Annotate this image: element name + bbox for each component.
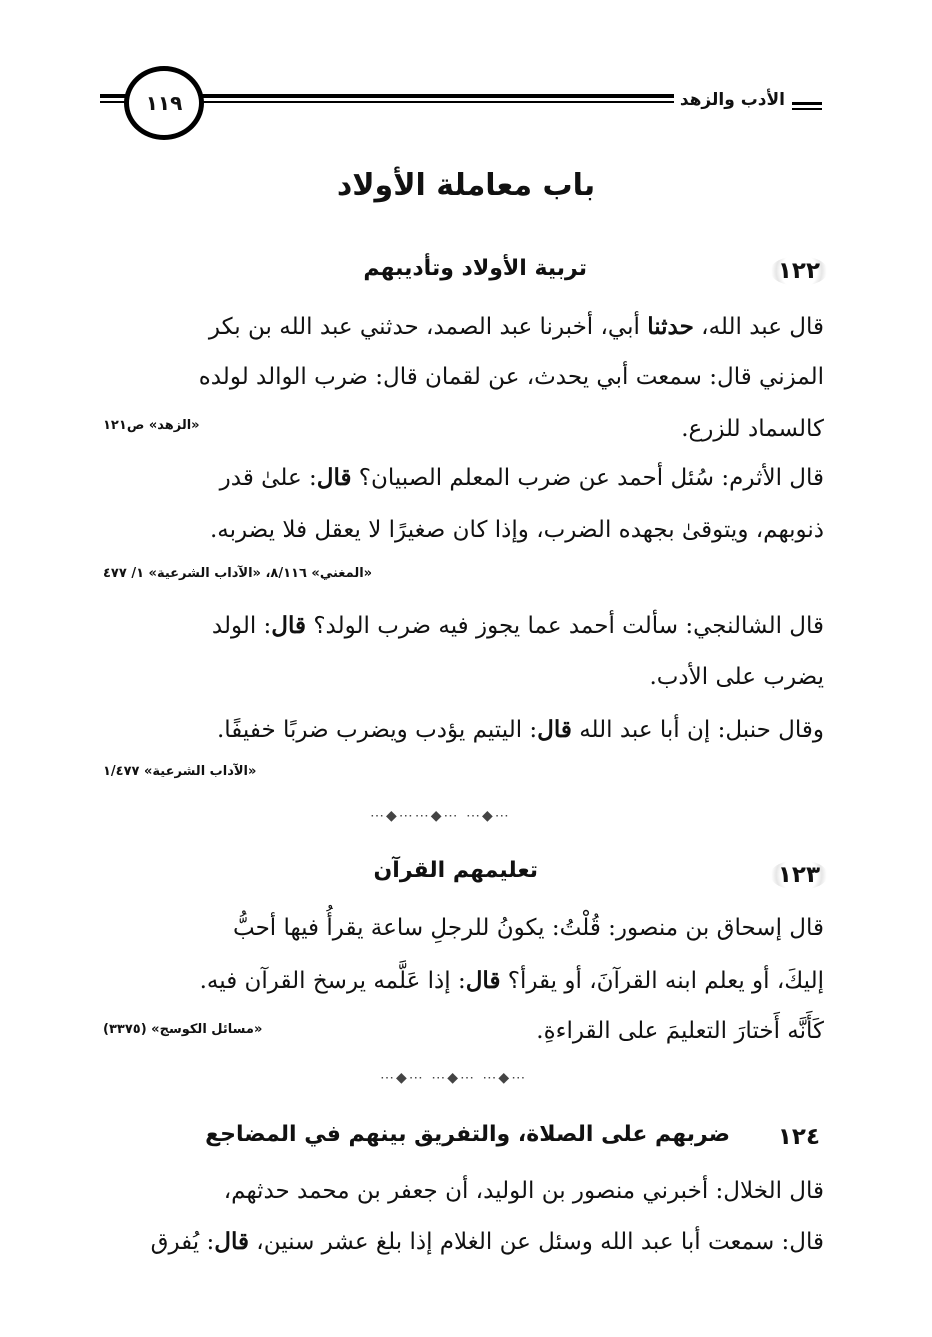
section-title-122: تربية الأولاد وتأديبهم <box>363 256 587 281</box>
section-number-123: ١٢٣ <box>770 860 828 890</box>
text-run: : إذا عَلَّمه يرسخ القرآن فيه. <box>199 968 466 994</box>
section-title-123: تعليمهم القرآن <box>373 858 538 883</box>
page-number: ١١٩ <box>145 91 183 115</box>
qal-keyword: قال <box>537 716 572 743</box>
reference-note: «الآداب الشرعية» ١/٤٧٧ <box>103 764 257 779</box>
emphasis-word: حدثنا <box>647 313 694 340</box>
section-number-122: ١٢٢ <box>770 256 828 286</box>
text-run: : الولد <box>211 613 272 639</box>
reference-note: «الزهد» ص١٢١ <box>103 418 200 433</box>
text-line <box>233 915 824 941</box>
text-run: قال الأثرم: سُئل أحمد عن ضرب المعلم الصبيان؟ <box>358 465 824 491</box>
separator-ornament: ⋯◆⋯ ⋯◆⋯ ⋯◆⋯ <box>380 1070 528 1086</box>
text-line <box>199 364 824 390</box>
reference-note: «مسائل الكوسج» (٣٣٧٥) <box>103 1022 263 1037</box>
text-line <box>224 1178 824 1204</box>
text-run: إليكَ، أو يعلم ابنه القرآنَ، أو يقرأ؟ <box>507 968 824 994</box>
text-run: قال الشالنجي: سألت أحمد عما يجوز فيه ضرب الولد؟ <box>313 613 824 639</box>
text-run: وقال حنبل: إن أبا عبد الله <box>579 717 824 743</box>
text-line <box>200 967 824 994</box>
text-line <box>220 464 824 491</box>
text-line <box>536 1018 824 1044</box>
text-run: ذنوبهم، ويتوقىٰ بجهده الضرب، وإذا كان صغيرًا لا يعقل فلا يضربه. <box>209 517 824 543</box>
header-rule-right-bottom <box>792 108 822 110</box>
text-line <box>209 313 824 340</box>
separator-ornament: ⋯◆⋯⋯◆⋯ ⋯◆⋯ <box>370 808 511 824</box>
qal-keyword: قال <box>214 1228 249 1255</box>
text-line <box>210 517 824 543</box>
text-line <box>649 664 824 690</box>
text-line <box>212 612 824 639</box>
chapter-title: باب معاملة الأولاد <box>336 168 596 203</box>
text-run: قال: سمعت أبا عبد الله وسئل عن الغلام إذا بلغ عشر سنين، <box>256 1229 824 1255</box>
section-title-124: ضربهم على الصلاة، والتفريق بينهم في المضاجع <box>205 1122 730 1147</box>
text-run: كالسماد للزرع. <box>681 416 824 442</box>
page-number-oval <box>124 66 204 140</box>
text-run: كَأَنَّه أَختارَ التعليمَ على القراءةِ. <box>536 1018 824 1044</box>
text-run: قال إسحاق بن منصور: قُلْتُ: يكونُ للرجلِ ساعة يقرأُ فيها أحبُّ <box>233 915 824 941</box>
text-run: يضرب على الأدب. <box>649 664 824 690</box>
reference-note: «المغني» ٨/١١٦، «الآداب الشرعية» ١/ ٤٧٧ <box>103 566 373 581</box>
text-line <box>151 1228 824 1255</box>
text-run: قال الخلال: أخبرني منصور بن الوليد، أن جعفر بن محمد حدثهم، <box>223 1178 824 1204</box>
text-run: المزني قال: سمعت أبي يحدث، عن لقمان قال: ضرب الوالد لولده <box>198 364 824 390</box>
text-line <box>681 416 824 442</box>
text-run: : علىٰ قدر <box>219 465 317 491</box>
running-title: الأدب والزهد <box>674 90 791 110</box>
text-run: قال عبد الله، حدثنا أبي، أخبرنا عبد الصمد، حدثني عبد الله بن بكر <box>208 313 824 340</box>
qal-keyword: قال <box>465 967 501 994</box>
qal-keyword: قال <box>271 612 307 639</box>
header-rule-right-top <box>792 102 822 105</box>
text-run: : يُفرق <box>150 1229 215 1255</box>
section-number-124: ١٢٤ <box>777 1124 820 1150</box>
text-line <box>217 716 824 743</box>
text-run: : اليتيم يؤدب ويضرب ضربًا خفيفًا. <box>216 717 538 743</box>
qal-keyword: قال <box>316 464 352 491</box>
